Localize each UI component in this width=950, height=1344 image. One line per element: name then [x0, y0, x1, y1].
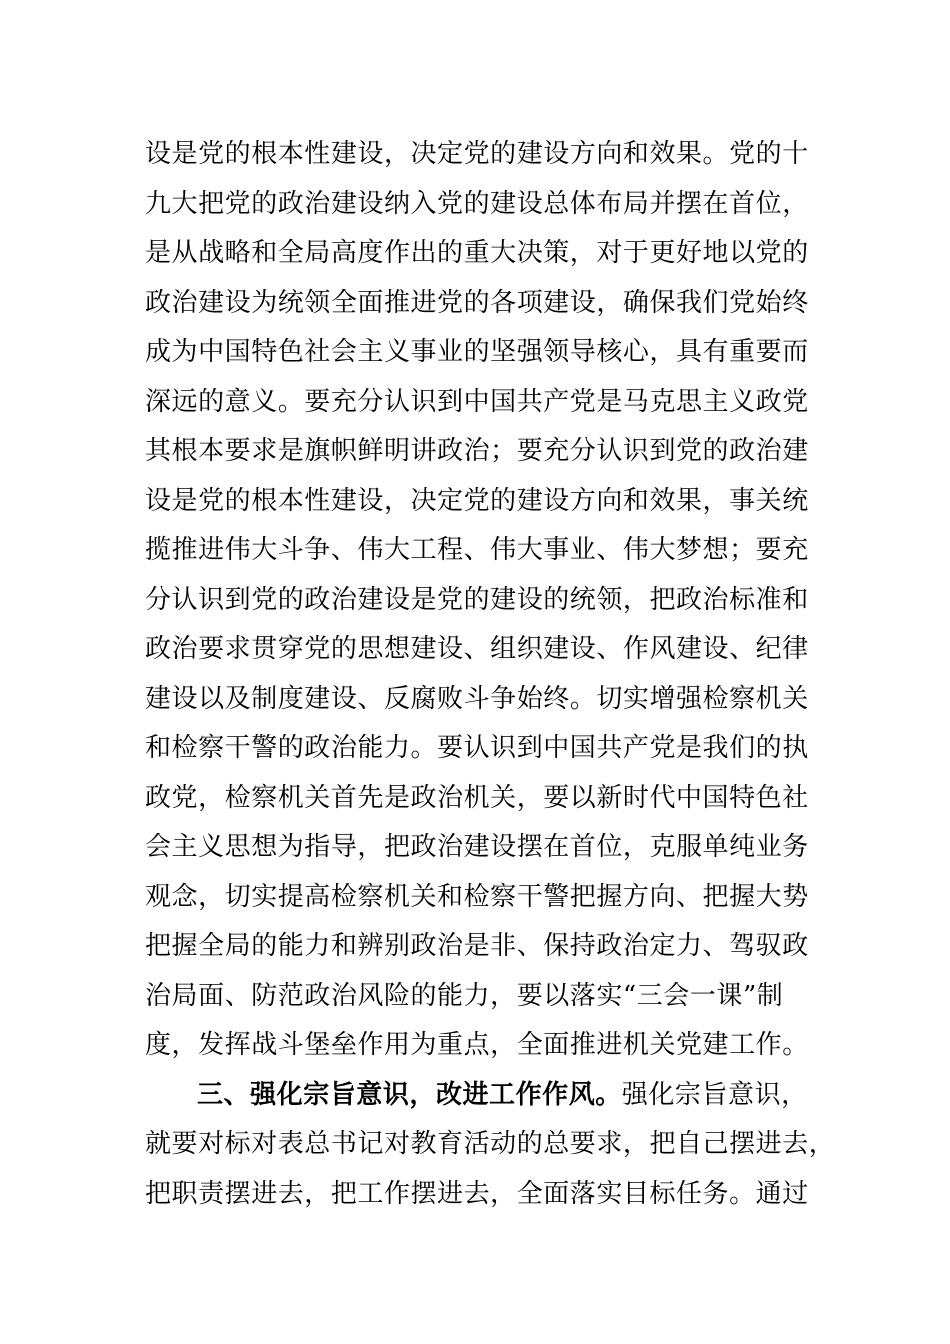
- section-heading-line: [145, 1071, 825, 1121]
- text-line-14: 政党，检察机关首先是政治机关，要以新时代中国特色社: [145, 782, 809, 813]
- text-line-11: 政治要求贯穿党的思想建设、组织建设、作风建设、纪律: [145, 634, 809, 664]
- text-line-2: 九大把党的政治建设纳入党的建设总体布局并摆在首位，: [145, 188, 809, 219]
- text-line-8: 设是党的根本性建设，决定党的建设方向和效果，事关统: [145, 485, 809, 516]
- text-line-10: 分认识到党的政治建设是党的建设的统领，把政治标准和: [145, 584, 809, 615]
- section-heading: 三、强化宗旨意识，改进工作作风。: [197, 1079, 622, 1110]
- section-heading-continuation: 强化宗旨意识，: [621, 1079, 808, 1110]
- text-line-22: 把职责摆进去，把工作摆进去，全面落实目标任务。通过: [145, 1178, 809, 1209]
- text-line-19: 度，发挥战斗堡垒作用为重点，全面推进机关党建工作。: [145, 1030, 809, 1060]
- text-line-13: 和检察干警的政治能力。要认识到中国共产党是我们的执: [145, 733, 809, 763]
- text-line-1: 设是党的根本性建设，决定党的建设方向和效果。党的十: [145, 139, 809, 169]
- text-line-17: 把握全局的能力和辨别政治是非、保持政治定力、驾驭政: [145, 931, 809, 961]
- text-line-12: 建设以及制度建设、反腐败斗争始终。切实增强检察机关: [145, 683, 809, 714]
- text-line-9: 揽推进伟大斗争、伟大工程、伟大事业、伟大梦想；要充: [145, 535, 809, 565]
- text-line-5: 成为中国特色社会主义事业的坚强领导核心，具有重要而: [145, 337, 809, 367]
- body-text: [145, 130, 836, 1219]
- text-line-21: 就要对标对表总书记对教育活动的总要求，把自己摆进去，: [145, 1129, 836, 1159]
- text-line-16: 观念，切实提高检察机关和检察干警把握方向、把握大势: [145, 881, 809, 912]
- text-line-18: 治局面、防范政治风险的能力，要以落实“三会一课”制: [145, 980, 784, 1011]
- text-line-3: 是从战略和全局高度作出的重大决策，对于更好地以党的: [145, 238, 809, 268]
- text-line-7: 其根本要求是旗帜鲜明讲政治；要充分认识到党的政治建: [145, 436, 809, 466]
- text-line-4: 政治建设为统领全面推进党的各项建设，确保我们党始终: [145, 287, 809, 318]
- text-line-6: 深远的意义。要充分认识到中国共产党是马克思主义政党: [145, 386, 809, 417]
- text-line-15: 会主义思想为指导，把政治建设摆在首位，克服单纯业务: [145, 832, 809, 862]
